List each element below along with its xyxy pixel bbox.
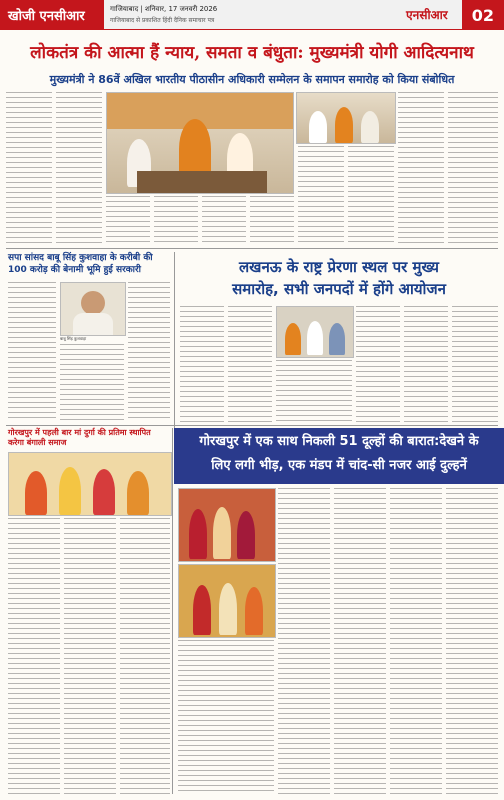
story4-headline: गोरखपुर में पहली बार मां दुर्गा की प्रतिमा स्थापित करेगा बंगाली समाज bbox=[8, 428, 151, 447]
text-lines bbox=[276, 360, 352, 422]
text-lines bbox=[448, 92, 498, 244]
text-lines bbox=[154, 196, 198, 244]
brand-name: खोजी एनसीआर bbox=[0, 0, 104, 30]
text-lines bbox=[398, 92, 444, 244]
page-number: 02 bbox=[462, 0, 504, 30]
story5-headline-line2: लिए लगी भीड़, एक मंडप में चांद-सी नजर आई दुल्हनें bbox=[211, 458, 467, 473]
text-lines bbox=[446, 488, 498, 794]
text-lines bbox=[390, 488, 442, 794]
text-lines bbox=[6, 92, 52, 244]
groom-figure bbox=[213, 507, 231, 559]
story3-text-col-5 bbox=[404, 306, 448, 422]
podium bbox=[137, 171, 267, 193]
story3-text-col-3 bbox=[276, 360, 352, 422]
idol-figure bbox=[59, 467, 81, 515]
text-lines bbox=[64, 518, 116, 794]
story4-photo bbox=[8, 452, 172, 516]
lead-text-col-3 bbox=[106, 196, 150, 244]
lead-text-col-9 bbox=[398, 92, 444, 244]
text-lines bbox=[180, 306, 224, 422]
story5-text-col-3 bbox=[334, 488, 386, 794]
lead-text-col-10 bbox=[448, 92, 498, 244]
text-lines bbox=[106, 196, 150, 244]
person-figure bbox=[285, 323, 301, 355]
portrait-body bbox=[73, 313, 113, 335]
masthead bbox=[0, 0, 504, 30]
person-figure bbox=[335, 107, 353, 143]
story3-headline bbox=[180, 256, 498, 300]
story3-text-col-1 bbox=[180, 306, 224, 422]
text-lines bbox=[278, 488, 330, 794]
story2-headline: सपा सांसद बाबू सिंह कुशवाहा के करीबी की 100 करोड़ की बेनामी भूमि हुई सरकारी bbox=[8, 253, 153, 275]
person-figure bbox=[307, 321, 323, 355]
bride-figure bbox=[237, 511, 255, 559]
story3-headline-line2: समारोह, सभी जनपदों में होंगे आयोजन bbox=[232, 280, 446, 298]
story4-text-col-1 bbox=[8, 518, 60, 794]
lead-text-col-1 bbox=[6, 92, 52, 244]
story3-text-col-2 bbox=[228, 306, 272, 422]
story5-text-col-1 bbox=[178, 640, 274, 794]
masthead-info bbox=[104, 0, 392, 30]
story4-text-col-3 bbox=[120, 518, 170, 794]
text-lines bbox=[202, 196, 246, 244]
text-lines bbox=[178, 640, 274, 794]
story4-text-col-2 bbox=[64, 518, 116, 794]
text-lines bbox=[60, 344, 124, 422]
column-divider bbox=[172, 428, 173, 794]
section-name: एनसीआर bbox=[392, 0, 462, 30]
story5-headline-line1: गोरखपुर में एक साथ निकली 51 दूल्हों की बारात:देखने के bbox=[199, 434, 479, 449]
dateline: गाजियाबाद | शनिवार, 17 जनवरी 2026 bbox=[110, 5, 218, 13]
story2-text-col-1 bbox=[8, 282, 56, 422]
text-lines bbox=[8, 282, 56, 422]
story5-text-col-5 bbox=[446, 488, 498, 794]
person-figure bbox=[329, 323, 345, 355]
text-lines bbox=[298, 146, 344, 244]
lead-photo bbox=[106, 92, 294, 194]
portrait-face bbox=[81, 291, 105, 315]
lead-headline: लोकतंत्र की आत्मा हैं न्याय, समता व बंधुता: मुख्यमंत्री योगी आदित्यनाथ bbox=[30, 43, 474, 63]
idol-figure bbox=[127, 471, 149, 515]
lead-text-col-4 bbox=[154, 196, 198, 244]
story3-photo bbox=[276, 306, 354, 358]
text-lines bbox=[228, 306, 272, 422]
lead-text-col-2 bbox=[56, 92, 102, 244]
lead-subheadline: मुख्यमंत्री ने 86वें अखिल भारतीय पीठासीन अधिकारी सम्मेलन के समापन समारोह को किया संबोधित bbox=[49, 73, 455, 86]
person-figure bbox=[309, 111, 327, 143]
story3-text-col-4 bbox=[356, 306, 400, 422]
story5-headline bbox=[178, 430, 500, 478]
lead-text-col-5 bbox=[202, 196, 246, 244]
story2-photo bbox=[60, 282, 126, 336]
section-divider bbox=[6, 425, 498, 426]
column-divider bbox=[174, 252, 175, 428]
story2-caption: बाबू सिंह कुशवाहा bbox=[60, 336, 87, 341]
speaker-figure bbox=[179, 119, 211, 179]
tagline: गाजियाबाद से प्रकाशित हिंदी दैनिक समाचार पत्र bbox=[110, 17, 215, 24]
story2-text-col-3 bbox=[128, 282, 170, 422]
text-lines bbox=[356, 306, 400, 422]
lead-text-col-7 bbox=[298, 146, 344, 244]
story5-text-col-2 bbox=[278, 488, 330, 794]
lead-text-col-8 bbox=[348, 146, 394, 244]
text-lines bbox=[120, 518, 170, 794]
text-lines bbox=[452, 306, 498, 422]
text-lines bbox=[56, 92, 102, 244]
groom-figure bbox=[219, 583, 237, 635]
idol-figure bbox=[93, 469, 115, 515]
story2-text-col-2 bbox=[60, 344, 124, 422]
story3-text-col-6 bbox=[452, 306, 498, 422]
bride-figure bbox=[193, 585, 211, 635]
text-lines bbox=[334, 488, 386, 794]
story3-headline-line1: लखनऊ के राष्ट्र प्रेरणा स्थल पर मुख्य bbox=[239, 258, 439, 276]
person-figure bbox=[245, 587, 263, 635]
person-figure bbox=[361, 111, 379, 143]
text-lines bbox=[404, 306, 448, 422]
bride-figure bbox=[189, 509, 207, 559]
text-lines bbox=[128, 282, 170, 422]
text-lines bbox=[250, 196, 294, 244]
lead-text-col-6 bbox=[250, 196, 294, 244]
story5-text-col-4 bbox=[390, 488, 442, 794]
text-lines bbox=[8, 518, 60, 794]
section-divider bbox=[6, 248, 498, 249]
lead-photo-2 bbox=[296, 92, 396, 144]
story5-photo-2 bbox=[178, 564, 276, 638]
text-lines bbox=[348, 146, 394, 244]
story5-photo-1 bbox=[178, 488, 276, 562]
idol-figure bbox=[25, 471, 47, 515]
